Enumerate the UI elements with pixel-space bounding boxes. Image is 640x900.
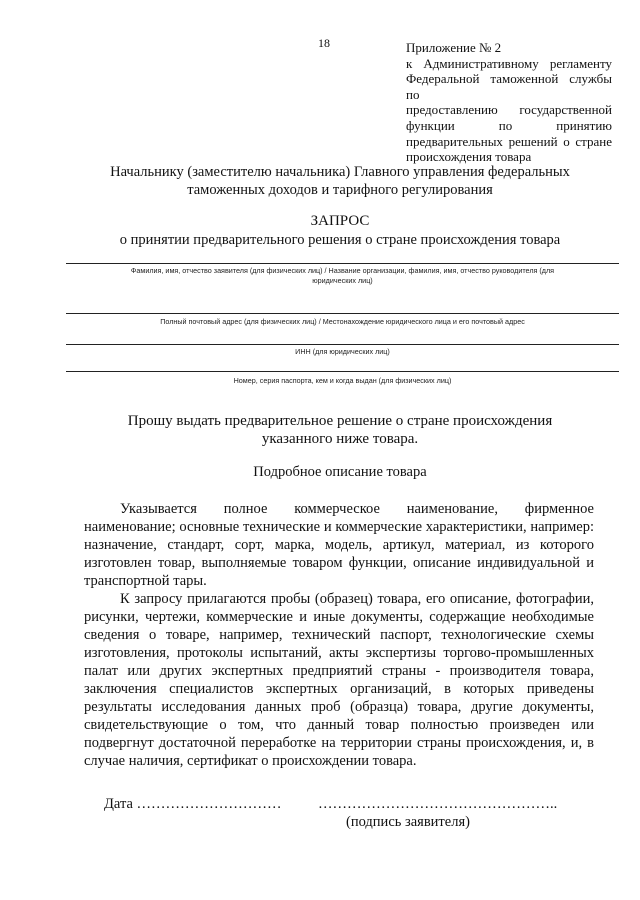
description-paragraph-2 (84, 590, 594, 770)
appendix-line: предварительных решений о стране (406, 133, 612, 149)
paragraph-text: К запросу прилагаются пробы (образец) товара, его описание, фотографии, рисунки, чертежи, коммерческие и иные документы, содержащие необходимые сведения о товаре, например, технический паспорт, технологические схемы изготовления, протоколы испытаний, акты экспертизы торгово-промышленных палат или других экспертных предприятий страны - производителя товара, заключения специалистов экспертных организаций, в которых приведены результаты исследования данных проб (образца) товара, другие документы, свидетельствующие о том, что данный товар полностью произведен или подвергнут достаточной переработке на территории страны происхождения, и, в случае наличия, сертификат о происхождении товара. (84, 591, 594, 769)
appendix-line: происхождения товара (406, 149, 532, 165)
hint-text: юридических лиц) (312, 276, 373, 285)
request-subtitle: о принятии предварительного решения о стране происхождения товара (119, 232, 561, 248)
request-text-line: Прошу выдать предварительное решение о стране происхождения (127, 413, 553, 429)
passport-hint: Номер, серия паспорта, кем и когда выдан (для физических лиц) (233, 376, 452, 385)
inn-hint: ИНН (для юридических лиц) (295, 347, 390, 356)
appendix-line: Федеральной таможенной службы по (406, 71, 612, 102)
description-heading: Подробное описание товара (253, 464, 427, 480)
address-line[interactable] (66, 313, 619, 314)
appendix-line: функции по принятию (406, 117, 612, 133)
signature-field[interactable]: ………………………………………….. (318, 796, 558, 812)
addressee-line: таможенных доходов и тарифного регулирования (187, 182, 493, 198)
request-title: ЗАПРОС (310, 213, 370, 229)
applicant-name-line[interactable] (66, 263, 619, 264)
hint-text: Фамилия, имя, отчество заявителя (для физических лиц) / Название организации, фамилия, имя, отчество руководителя (для (130, 266, 555, 275)
request-text-line: указанного ниже товара. (261, 431, 419, 447)
page-number: 18 (318, 36, 330, 50)
appendix-block (406, 40, 612, 165)
appendix-line: предоставлению государственной (406, 102, 612, 118)
address-hint: Полный почтовый адрес (для физических лиц) / Местонахождение юридического лица и его почтовый адрес (160, 317, 525, 326)
description-paragraph-1 (84, 500, 594, 590)
request-text (100, 412, 580, 448)
passport-line[interactable] (66, 371, 619, 372)
inn-line[interactable] (66, 344, 619, 345)
appendix-line: к Административному регламенту (406, 55, 612, 71)
appendix-line: Приложение № 2 (406, 40, 502, 55)
addressee-line: Начальнику (заместителю начальника) Главного управления федеральных (110, 164, 570, 180)
paragraph-text: Указывается полное коммерческое наименование, фирменное наименование; основные технические и коммерческие характеристики, например: назначение, стандарт, сорт, марка, модель, артикул, материал, из которого изготовлен товар, выполняемые товаром функции, описание индивидуальной и транспортной тары. (84, 501, 594, 589)
addressee (60, 163, 620, 199)
date-field[interactable]: Дата ………………………… (104, 796, 282, 812)
applicant-name-hint (66, 266, 619, 286)
signature-label: (подпись заявителя) (346, 814, 470, 830)
